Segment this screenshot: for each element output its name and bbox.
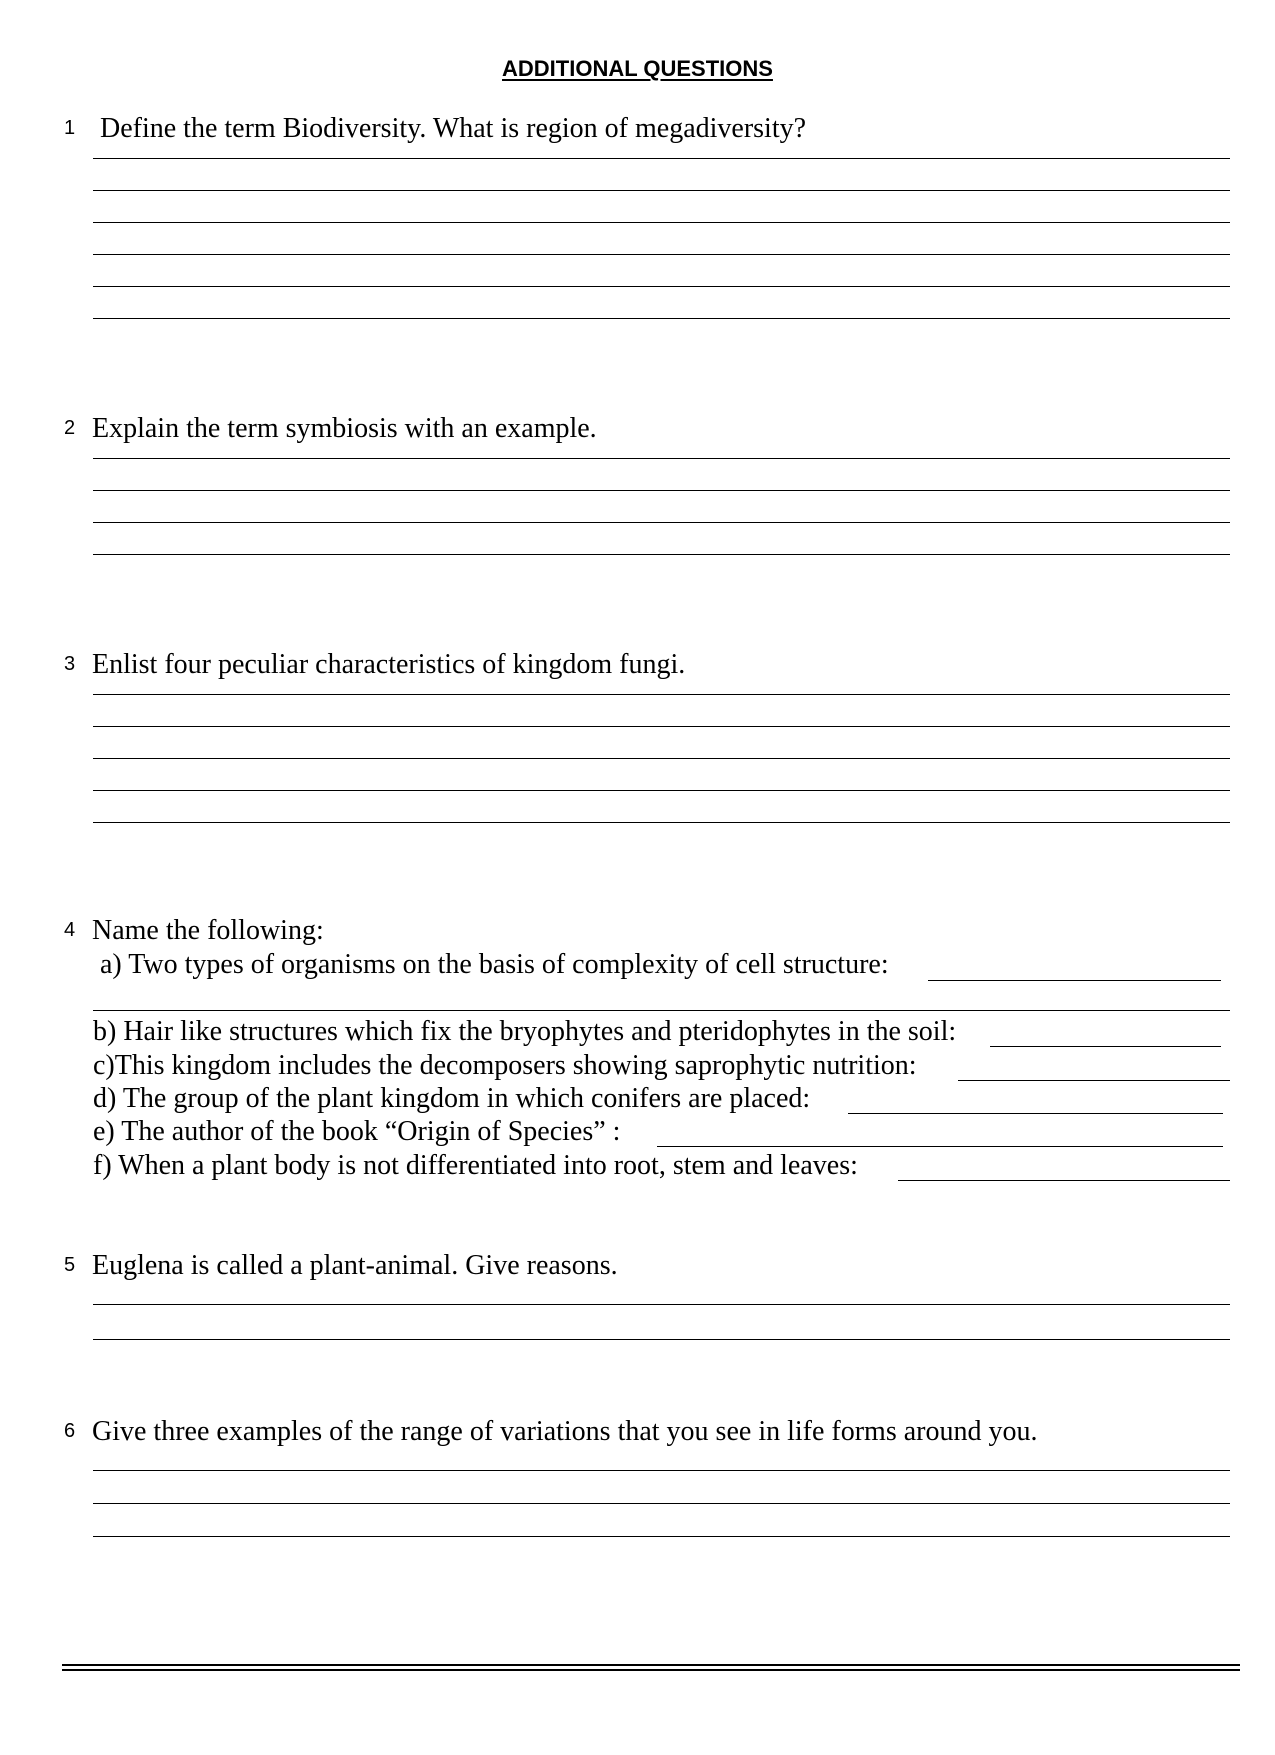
answer-line[interactable] [93, 1536, 1230, 1537]
question-number: 5 [64, 1254, 76, 1276]
question-number: 1 [64, 117, 76, 139]
answer-line[interactable] [93, 522, 1230, 523]
answer-line[interactable] [93, 554, 1230, 555]
answer-line[interactable] [93, 1304, 1230, 1305]
sub-question-b: b) Hair like structures which fix the bryophytes and pteridophytes in the soil: [93, 1016, 957, 1047]
question-number: 3 [64, 653, 76, 675]
answer-line[interactable] [93, 1010, 1230, 1011]
answer-line[interactable] [93, 1470, 1230, 1471]
page-title: ADDITIONAL QUESTIONS [502, 56, 773, 81]
answer-line[interactable] [93, 158, 1230, 159]
question-number: 4 [64, 919, 76, 941]
sub-question-c: c)This kingdom includes the decomposers showing saprophytic nutrition: [93, 1050, 917, 1081]
question-text: Euglena is called a plant-animal. Give reasons. [92, 1250, 618, 1281]
question-number: 2 [64, 417, 76, 439]
question-number: 6 [64, 1420, 76, 1442]
answer-blank[interactable] [990, 1046, 1221, 1047]
answer-line[interactable] [93, 222, 1230, 223]
answer-blank[interactable] [848, 1113, 1223, 1114]
sub-question-f: f) When a plant body is not differentiated into root, stem and leaves: [93, 1150, 858, 1181]
question-text: Give three examples of the range of variations that you see in life forms around you. [92, 1416, 1038, 1447]
question-text: Define the term Biodiversity. What is region of megadiversity? [100, 113, 807, 144]
footer-rule [62, 1669, 1240, 1671]
answer-line[interactable] [93, 254, 1230, 255]
answer-line[interactable] [93, 286, 1230, 287]
answer-line[interactable] [93, 758, 1230, 759]
answer-blank[interactable] [958, 1080, 1230, 1081]
answer-line[interactable] [93, 1503, 1230, 1504]
answer-blank[interactable] [657, 1146, 1223, 1147]
answer-line[interactable] [93, 490, 1230, 491]
answer-blank[interactable] [928, 980, 1221, 981]
question-text: Name the following: [92, 915, 324, 946]
question-text: Enlist four peculiar characteristics of kingdom fungi. [92, 649, 686, 680]
answer-line[interactable] [93, 790, 1230, 791]
answer-line[interactable] [93, 458, 1230, 459]
sub-question-e: e) The author of the book “Origin of Species” : [93, 1116, 621, 1147]
sub-question-a: a) Two types of organisms on the basis of complexity of cell structure: [100, 949, 889, 980]
answer-line[interactable] [93, 822, 1230, 823]
answer-line[interactable] [93, 694, 1230, 695]
answer-line[interactable] [93, 726, 1230, 727]
answer-blank[interactable] [898, 1180, 1230, 1181]
answer-line[interactable] [93, 318, 1230, 319]
answer-line[interactable] [93, 1339, 1230, 1340]
answer-line[interactable] [93, 190, 1230, 191]
question-text: Explain the term symbiosis with an example. [92, 413, 597, 444]
sub-question-d: d) The group of the plant kingdom in which conifers are placed: [93, 1083, 811, 1114]
footer-rule [62, 1664, 1240, 1666]
